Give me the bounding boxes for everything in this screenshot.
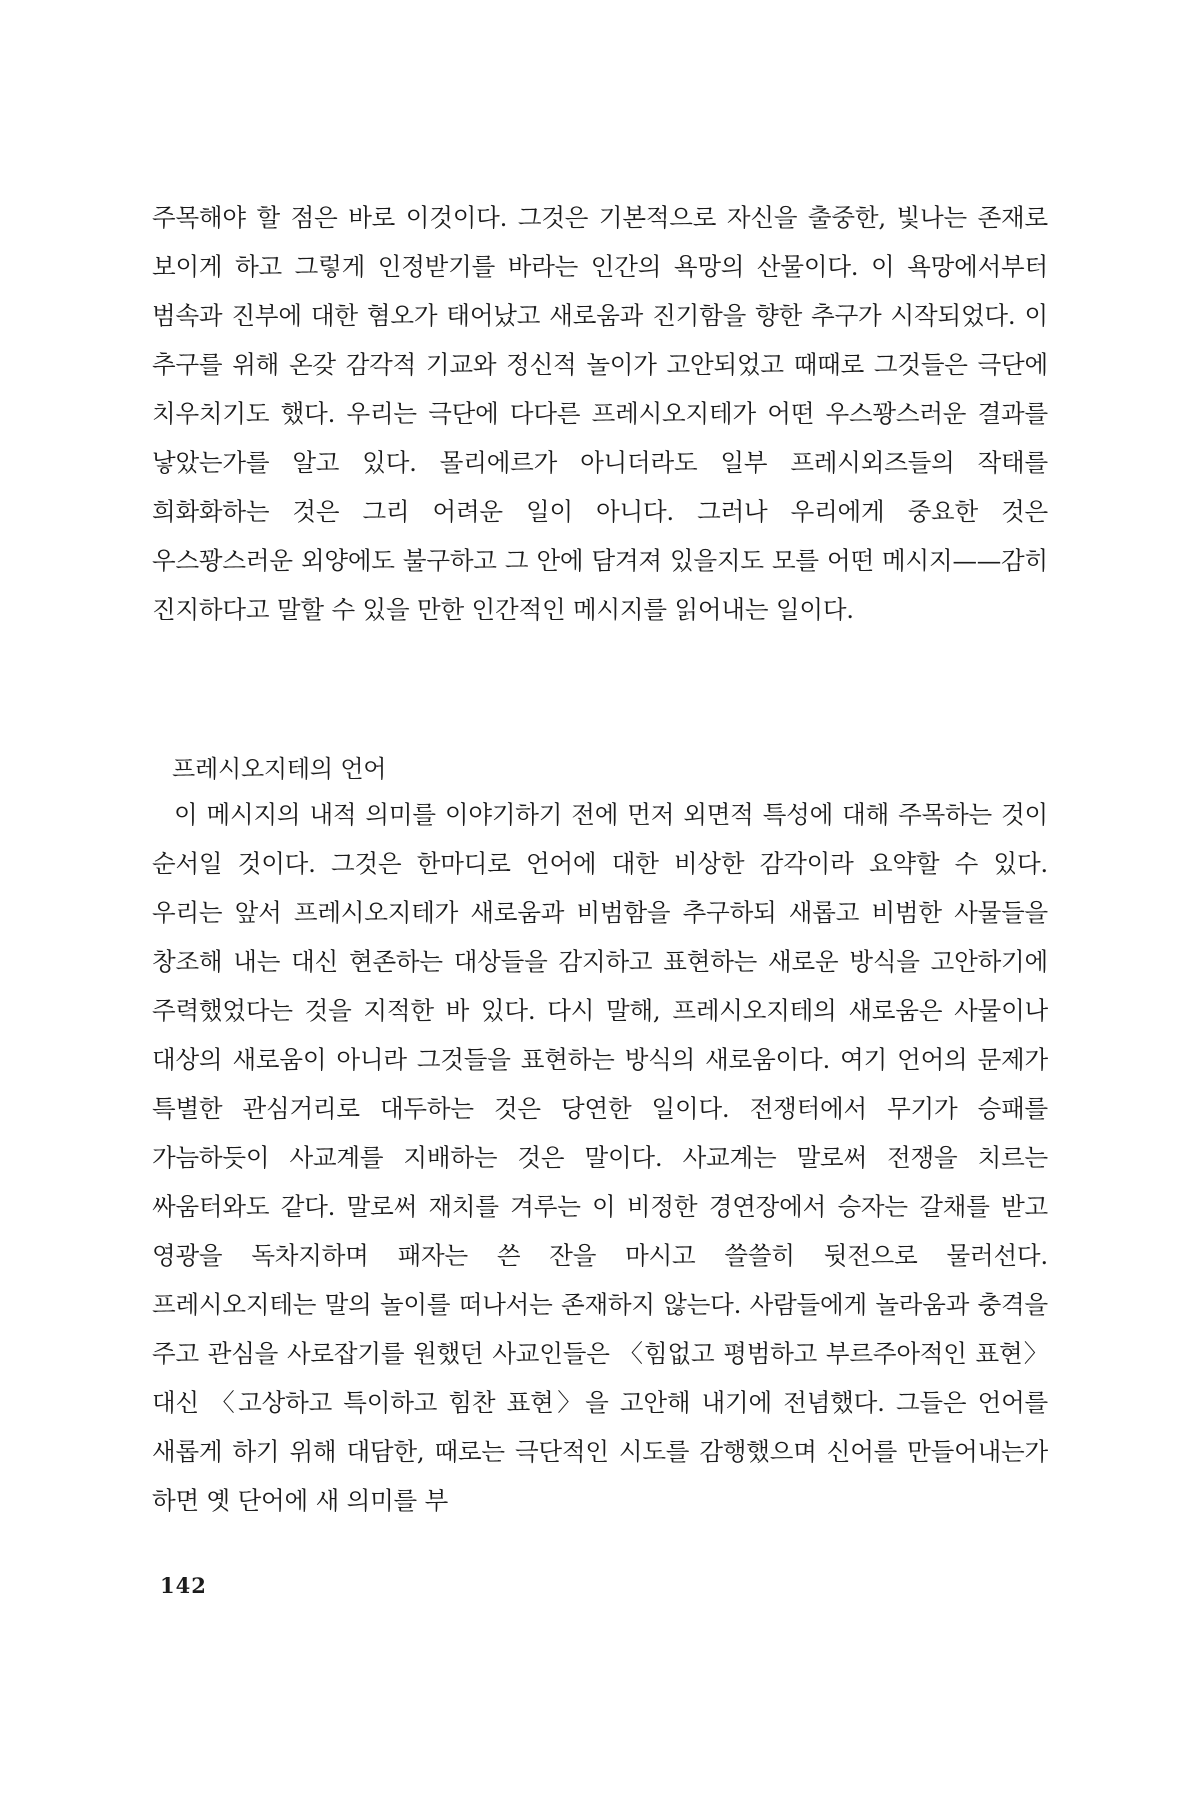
page-number: 142 xyxy=(160,1573,207,1598)
body-paragraph-2: 이 메시지의 내적 의미를 이야기하기 전에 먼저 외면적 특성에 대해 주목하는 것이 순서일 것이다. 그것은 한마디로 언어에 대한 비상한 감각이라 요약할 수 있다. 우리는 앞서 프레시오지테가 새로움과 비범함을 추구하되 새롭고 비범한 사물들을 창조해 내는 대신 현존하는 대상들을 감지하고 표현하는 새로운 방식을 고안하기에 주력했었다는 것을 지적한 바 있다. 다시 말해, 프레시오지테의 새로움은 사물이나 대상의 새로움이 아니라 그것들을 표현하는 방식의 새로움이다. 여기 언어의 문제가 특별한 관심거리로 대두하는 것은 당연한 일이다. 전쟁터에서 무기가 승패를 가늠하듯이 사교계를 지배하는 것은 말이다. 사교계는 말로써 전쟁을 치르는 싸움터와도 같다. 말로써 재치를 겨루는 이 비정한 경연장에서 승자는 갈채를 받고 영광을 독차지하며 패자는 쓴 잔을 마시고 쓸쓸히 뒷전으로 물러선다. 프레시오지테는 말의 놀이를 떠나서는 존재하지 않는다. 사람들에게 놀라움과 충격을 주고 관심을 사로잡기를 원했던 사교인들은 〈힘없고 평범하고 부르주아적인 표현〉 대신 〈고상하고 특이하고 힘찬 표현〉을 고안해 내기에 전념했다. 그들은 언어를 새롭게 하기 위해 대담한, 때로는 극단적인 시도를 감행했으며 신어를 만들어내는가 하면 옛 단어에 새 의미를 부 xyxy=(152,800,1048,1515)
body-paragraph-1: 주목해야 할 점은 바로 이것이다. 그것은 기본적으로 자신을 출중한, 빛나는 존재로 보이게 하고 그렇게 인정받기를 바라는 인간의 욕망의 산물이다. 이 욕망에서부터 범속과 진부에 대한 혐오가 태어났고 새로움과 진기함을 향한 추구가 시작되었다. 이 추구를 위해 온갖 감각적 기교와 정신적 놀이가 고안되었고 때때로 그것들은 극단에 치우치기도 했다. 우리는 극단에 다다른 프레시오지테가 어떤 우스꽝스러운 결과를 낳았는가를 알고 있다. 몰리에르가 아니더라도 일부 프레시외즈들의 작태를 희화화하는 것은 그리 어려운 일이 아니다. 그러나 우리에게 중요한 것은 우스꽝스러운 외양에도 불구하고 그 안에 담겨져 있을지도 모를 어떤 메시지——감히 진지하다고 말할 수 있을 만한 인간적인 메시지를 읽어내는 일이다. xyxy=(152,203,1048,624)
section-heading: 프레시오지테의 언어 xyxy=(172,755,387,783)
